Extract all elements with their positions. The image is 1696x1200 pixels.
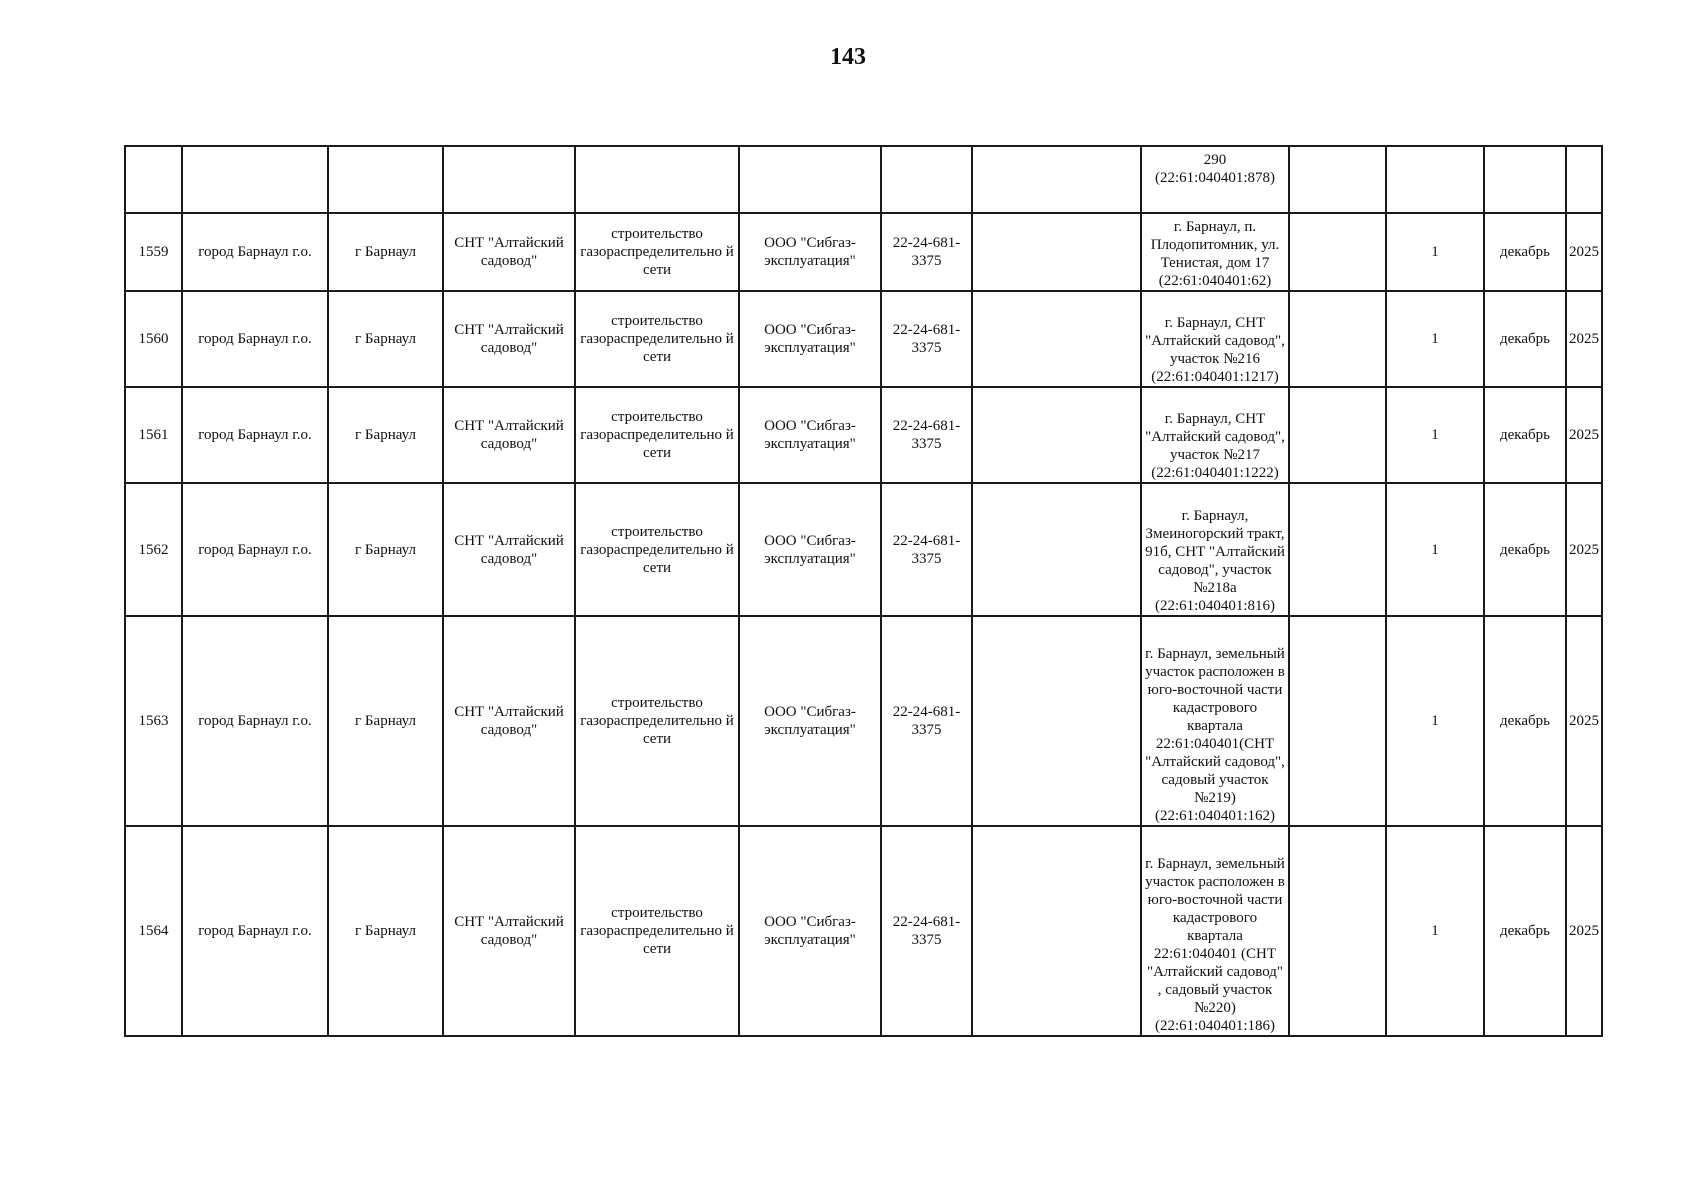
- cell-address: г. Барнаул, п. Плодопитомник, ул. Тенистая, дом 17 (22:61:040401:62): [1141, 213, 1289, 291]
- cell-operator: ООО "Сибгаз-эксплуатация": [739, 291, 881, 387]
- cell-month: декабрь: [1484, 387, 1566, 483]
- cell-work: строительство газораспределительно й сети: [575, 483, 739, 616]
- cell-address: г. Барнаул, земельный участок расположен в юго-восточной части кадастрового квартала 22:61:040401(СНТ "Алтайский садовод", садовый участок №219) (22:61:040401:162): [1141, 616, 1289, 826]
- cell-settlement: г Барнаул: [328, 387, 443, 483]
- cell-blank-2: [1289, 291, 1386, 387]
- cell-operator: ООО "Сибгаз-эксплуатация": [739, 213, 881, 291]
- cell-qty: 1: [1386, 826, 1484, 1036]
- cell-year: 2025: [1566, 483, 1602, 616]
- cell-code: [881, 146, 972, 213]
- cell-municipality: город Барнаул г.о.: [182, 483, 328, 616]
- cell-blank-2: [1289, 146, 1386, 213]
- cell-settlement: г Барнаул: [328, 616, 443, 826]
- cell-address: г. Барнаул, СНТ "Алтайский садовод", участок №217 (22:61:040401:1222): [1141, 387, 1289, 483]
- cell-blank-2: [1289, 213, 1386, 291]
- cell-qty: 1: [1386, 291, 1484, 387]
- cell-work: строительство газораспределительно й сети: [575, 387, 739, 483]
- table-row: [125, 483, 1602, 616]
- cell-address: 290 (22:61:040401:878): [1141, 146, 1289, 213]
- cell-object: СНТ "Алтайский садовод": [443, 387, 575, 483]
- cell-work: строительство газораспределительно й сети: [575, 291, 739, 387]
- cell-work: строительство газораспределительно й сети: [575, 616, 739, 826]
- cell-operator: ООО "Сибгаз-эксплуатация": [739, 826, 881, 1036]
- table-row: [125, 291, 1602, 387]
- cell-qty: 1: [1386, 483, 1484, 616]
- cell-settlement: г Барнаул: [328, 291, 443, 387]
- cell-num: 1559: [125, 213, 182, 291]
- cell-work: [575, 146, 739, 213]
- cell-address: г. Барнаул, СНТ "Алтайский садовод", участок №216 (22:61:040401:1217): [1141, 291, 1289, 387]
- table-row: [125, 213, 1602, 291]
- cell-code: 22-24-681-3375: [881, 483, 972, 616]
- table-row: [125, 616, 1602, 826]
- cell-municipality: город Барнаул г.о.: [182, 213, 328, 291]
- cell-num: 1564: [125, 826, 182, 1036]
- cell-blank: [972, 616, 1141, 826]
- cell-year: 2025: [1566, 616, 1602, 826]
- cell-blank: [972, 387, 1141, 483]
- cell-code: 22-24-681-3375: [881, 291, 972, 387]
- cell-month: декабрь: [1484, 826, 1566, 1036]
- cell-work: строительство газораспределительно й сети: [575, 213, 739, 291]
- page-number: 143: [830, 44, 866, 70]
- cell-address: г. Барнаул, земельный участок расположен в юго-восточной части кадастрового квартала 22:61:040401 (СНТ "Алтайский садовод" , садовый участок №220) (22:61:040401:186): [1141, 826, 1289, 1036]
- cell-work: строительство газораспределительно й сети: [575, 826, 739, 1036]
- cell-num: [125, 146, 182, 213]
- cell-month: [1484, 146, 1566, 213]
- cell-operator: [739, 146, 881, 213]
- cell-object: СНТ "Алтайский садовод": [443, 213, 575, 291]
- cell-year: 2025: [1566, 213, 1602, 291]
- cell-year: 2025: [1566, 291, 1602, 387]
- cell-blank-2: [1289, 616, 1386, 826]
- cell-blank: [972, 146, 1141, 213]
- register-table: [124, 145, 1603, 1037]
- cell-object: СНТ "Алтайский садовод": [443, 616, 575, 826]
- cell-blank-2: [1289, 826, 1386, 1036]
- cell-address: г. Барнаул, Змеиногорский тракт, 91б, СНТ "Алтайский садовод", участок №218а (22:61:040401:816): [1141, 483, 1289, 616]
- cell-qty: 1: [1386, 616, 1484, 826]
- cell-month: декабрь: [1484, 291, 1566, 387]
- cell-municipality: [182, 146, 328, 213]
- table-row: [125, 387, 1602, 483]
- cell-operator: ООО "Сибгаз-эксплуатация": [739, 616, 881, 826]
- cell-blank-2: [1289, 387, 1386, 483]
- cell-blank: [972, 213, 1141, 291]
- cell-month: декабрь: [1484, 483, 1566, 616]
- cell-operator: ООО "Сибгаз-эксплуатация": [739, 387, 881, 483]
- cell-year: [1566, 146, 1602, 213]
- cell-blank: [972, 826, 1141, 1036]
- cell-qty: 1: [1386, 213, 1484, 291]
- cell-code: 22-24-681-3375: [881, 213, 972, 291]
- cell-settlement: г Барнаул: [328, 213, 443, 291]
- cell-object: СНТ "Алтайский садовод": [443, 291, 575, 387]
- cell-object: СНТ "Алтайский садовод": [443, 483, 575, 616]
- cell-qty: 1: [1386, 387, 1484, 483]
- cell-municipality: город Барнаул г.о.: [182, 616, 328, 826]
- table-row: [125, 826, 1602, 1036]
- cell-object: СНТ "Алтайский садовод": [443, 826, 575, 1036]
- cell-num: 1560: [125, 291, 182, 387]
- cell-blank: [972, 483, 1141, 616]
- cell-num: 1562: [125, 483, 182, 616]
- table-row-continuation: [125, 146, 1602, 213]
- cell-code: 22-24-681-3375: [881, 387, 972, 483]
- cell-month: декабрь: [1484, 616, 1566, 826]
- cell-code: 22-24-681-3375: [881, 616, 972, 826]
- cell-num: 1563: [125, 616, 182, 826]
- cell-code: 22-24-681-3375: [881, 826, 972, 1036]
- cell-settlement: г Барнаул: [328, 483, 443, 616]
- cell-blank-2: [1289, 483, 1386, 616]
- cell-settlement: г Барнаул: [328, 826, 443, 1036]
- cell-qty: [1386, 146, 1484, 213]
- cell-num: 1561: [125, 387, 182, 483]
- cell-month: декабрь: [1484, 213, 1566, 291]
- cell-settlement: [328, 146, 443, 213]
- cell-municipality: город Барнаул г.о.: [182, 387, 328, 483]
- cell-year: 2025: [1566, 826, 1602, 1036]
- cell-blank: [972, 291, 1141, 387]
- cell-municipality: город Барнаул г.о.: [182, 826, 328, 1036]
- cell-object: [443, 146, 575, 213]
- cell-municipality: город Барнаул г.о.: [182, 291, 328, 387]
- cell-operator: ООО "Сибгаз-эксплуатация": [739, 483, 881, 616]
- cell-year: 2025: [1566, 387, 1602, 483]
